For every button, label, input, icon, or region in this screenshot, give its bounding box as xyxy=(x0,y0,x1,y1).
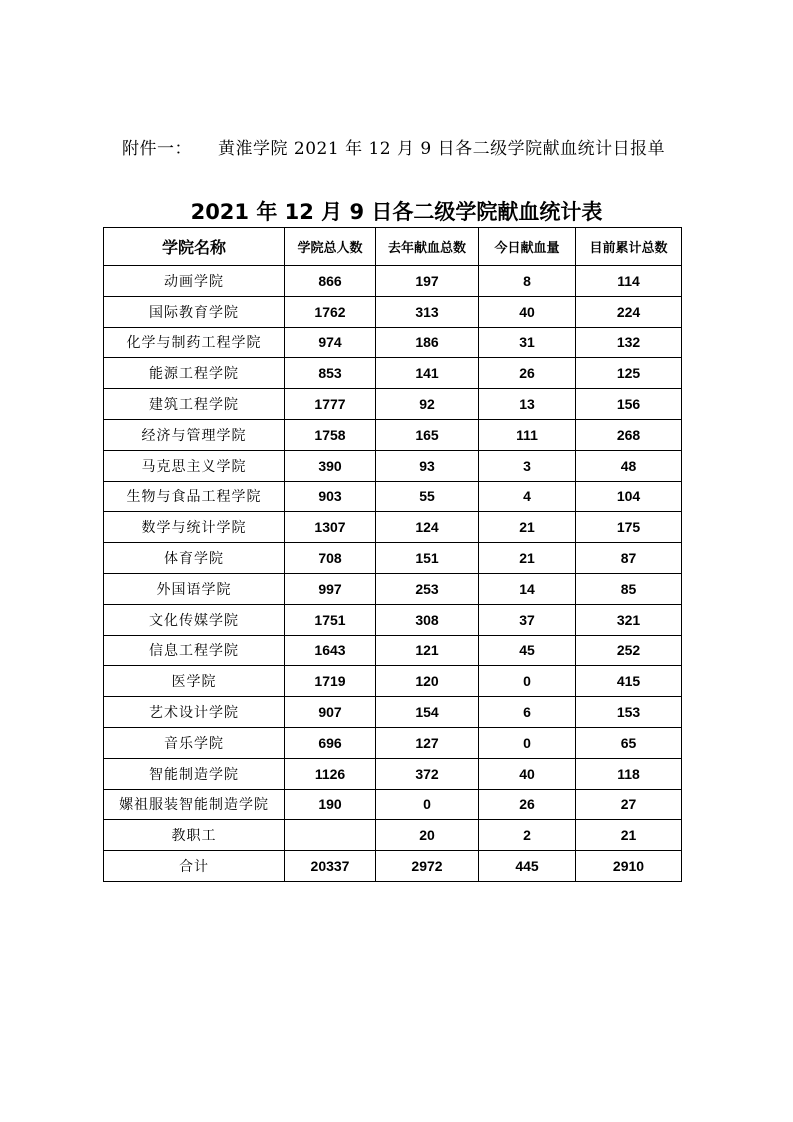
value-cell: 93 xyxy=(376,450,479,481)
value-cell: 445 xyxy=(479,851,576,882)
value-cell: 3 xyxy=(479,450,576,481)
value-cell: 0 xyxy=(479,666,576,697)
value-cell: 124 xyxy=(376,512,479,543)
college-name-cell: 文化传媒学院 xyxy=(104,604,285,635)
table-body xyxy=(104,266,682,882)
table-row xyxy=(104,512,682,543)
value-cell: 48 xyxy=(576,450,682,481)
value-cell xyxy=(285,820,376,851)
college-name-cell: 音乐学院 xyxy=(104,727,285,758)
value-cell: 27 xyxy=(576,789,682,820)
table-row xyxy=(104,666,682,697)
table-row xyxy=(104,604,682,635)
attachment-label: 附件一： xyxy=(122,139,192,159)
value-cell: 87 xyxy=(576,543,682,574)
value-cell: 6 xyxy=(479,697,576,728)
value-cell: 20 xyxy=(376,820,479,851)
college-name-cell: 生物与食品工程学院 xyxy=(104,481,285,512)
value-cell: 55 xyxy=(376,481,479,512)
value-cell: 1643 xyxy=(285,635,376,666)
table-row xyxy=(104,820,682,851)
table-row xyxy=(104,389,682,420)
header-cumulative-total: 目前累计总数 xyxy=(576,228,682,266)
value-cell: 45 xyxy=(479,635,576,666)
value-cell: 197 xyxy=(376,266,479,297)
value-cell: 127 xyxy=(376,727,479,758)
value-cell: 253 xyxy=(376,573,479,604)
college-name-cell: 外国语学院 xyxy=(104,573,285,604)
value-cell: 252 xyxy=(576,635,682,666)
value-cell: 154 xyxy=(376,697,479,728)
value-cell: 85 xyxy=(576,573,682,604)
value-cell: 151 xyxy=(376,543,479,574)
college-name-cell: 能源工程学院 xyxy=(104,358,285,389)
value-cell: 104 xyxy=(576,481,682,512)
value-cell: 708 xyxy=(285,543,376,574)
value-cell: 2972 xyxy=(376,851,479,882)
table-header-row xyxy=(104,228,682,266)
value-cell: 20337 xyxy=(285,851,376,882)
table-row xyxy=(104,481,682,512)
value-cell: 65 xyxy=(576,727,682,758)
value-cell: 118 xyxy=(576,758,682,789)
value-cell: 31 xyxy=(479,327,576,358)
attachment-text: 黄淮学院 2021 年 12 月 9 日各二级学院献血统计日报单 xyxy=(218,139,666,159)
college-name-cell: 经济与管理学院 xyxy=(104,419,285,450)
college-name-cell: 体育学院 xyxy=(104,543,285,574)
header-total-students: 学院总人数 xyxy=(285,228,376,266)
college-name-cell: 马克思主义学院 xyxy=(104,450,285,481)
value-cell: 2 xyxy=(479,820,576,851)
value-cell: 4 xyxy=(479,481,576,512)
table-row xyxy=(104,851,682,882)
value-cell: 372 xyxy=(376,758,479,789)
table-row xyxy=(104,697,682,728)
value-cell: 903 xyxy=(285,481,376,512)
table-row xyxy=(104,327,682,358)
value-cell: 268 xyxy=(576,419,682,450)
college-name-cell: 医学院 xyxy=(104,666,285,697)
header-college-name: 学院名称 xyxy=(104,228,285,266)
value-cell: 121 xyxy=(376,635,479,666)
value-cell: 308 xyxy=(376,604,479,635)
value-cell: 224 xyxy=(576,296,682,327)
value-cell: 156 xyxy=(576,389,682,420)
value-cell: 13 xyxy=(479,389,576,420)
value-cell: 1307 xyxy=(285,512,376,543)
value-cell: 26 xyxy=(479,358,576,389)
value-cell: 21 xyxy=(576,820,682,851)
college-name-cell: 信息工程学院 xyxy=(104,635,285,666)
value-cell: 974 xyxy=(285,327,376,358)
value-cell: 132 xyxy=(576,327,682,358)
college-name-cell: 合计 xyxy=(104,851,285,882)
value-cell: 390 xyxy=(285,450,376,481)
college-name-cell: 嫘祖服装智能制造学院 xyxy=(104,789,285,820)
table-row xyxy=(104,419,682,450)
value-cell: 111 xyxy=(479,419,576,450)
value-cell: 8 xyxy=(479,266,576,297)
value-cell: 37 xyxy=(479,604,576,635)
attachment-line xyxy=(122,134,665,159)
table-row xyxy=(104,635,682,666)
value-cell: 153 xyxy=(576,697,682,728)
table-row xyxy=(104,727,682,758)
value-cell: 175 xyxy=(576,512,682,543)
table-row xyxy=(104,543,682,574)
value-cell: 1719 xyxy=(285,666,376,697)
value-cell: 190 xyxy=(285,789,376,820)
value-cell: 321 xyxy=(576,604,682,635)
table-row xyxy=(104,296,682,327)
table-row xyxy=(104,266,682,297)
value-cell: 186 xyxy=(376,327,479,358)
value-cell: 696 xyxy=(285,727,376,758)
value-cell: 0 xyxy=(376,789,479,820)
value-cell: 14 xyxy=(479,573,576,604)
college-name-cell: 动画学院 xyxy=(104,266,285,297)
table-row xyxy=(104,789,682,820)
value-cell: 907 xyxy=(285,697,376,728)
value-cell: 0 xyxy=(479,727,576,758)
college-name-cell: 教职工 xyxy=(104,820,285,851)
table-row xyxy=(104,573,682,604)
value-cell: 1762 xyxy=(285,296,376,327)
value-cell: 415 xyxy=(576,666,682,697)
table-row xyxy=(104,358,682,389)
value-cell: 120 xyxy=(376,666,479,697)
value-cell: 26 xyxy=(479,789,576,820)
value-cell: 92 xyxy=(376,389,479,420)
header-last-year-total: 去年献血总数 xyxy=(376,228,479,266)
college-name-cell: 智能制造学院 xyxy=(104,758,285,789)
college-name-cell: 化学与制药工程学院 xyxy=(104,327,285,358)
table-row xyxy=(104,450,682,481)
value-cell: 866 xyxy=(285,266,376,297)
blood-donation-table xyxy=(103,227,682,882)
college-name-cell: 数学与统计学院 xyxy=(104,512,285,543)
value-cell: 40 xyxy=(479,758,576,789)
value-cell: 125 xyxy=(576,358,682,389)
value-cell: 21 xyxy=(479,543,576,574)
table-row xyxy=(104,758,682,789)
college-name-cell: 建筑工程学院 xyxy=(104,389,285,420)
document-title: 2021 年 12 月 9 日各二级学院献血统计表 xyxy=(190,200,603,224)
value-cell: 1777 xyxy=(285,389,376,420)
value-cell: 21 xyxy=(479,512,576,543)
value-cell: 2910 xyxy=(576,851,682,882)
value-cell: 997 xyxy=(285,573,376,604)
value-cell: 313 xyxy=(376,296,479,327)
value-cell: 1751 xyxy=(285,604,376,635)
college-name-cell: 艺术设计学院 xyxy=(104,697,285,728)
value-cell: 853 xyxy=(285,358,376,389)
college-name-cell: 国际教育学院 xyxy=(104,296,285,327)
value-cell: 1758 xyxy=(285,419,376,450)
value-cell: 165 xyxy=(376,419,479,450)
value-cell: 40 xyxy=(479,296,576,327)
value-cell: 141 xyxy=(376,358,479,389)
value-cell: 1126 xyxy=(285,758,376,789)
header-today-amount: 今日献血量 xyxy=(479,228,576,266)
value-cell: 114 xyxy=(576,266,682,297)
